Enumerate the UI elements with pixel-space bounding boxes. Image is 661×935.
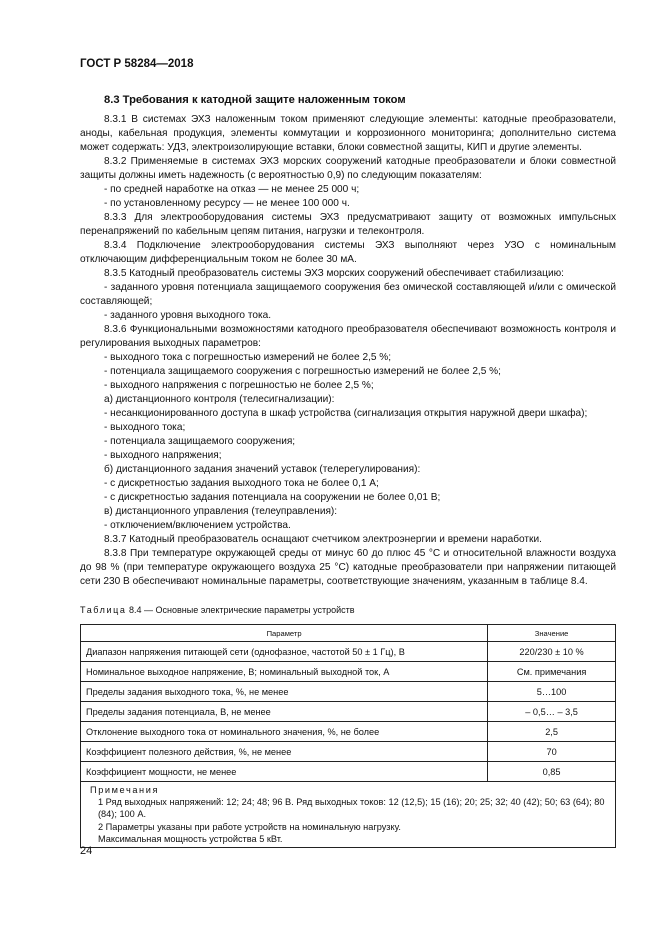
- paragraph: - по средней наработке на отказ — не менее 25 000 ч;: [104, 184, 360, 195]
- paragraph: - выходного тока;: [104, 422, 186, 433]
- paragraph: - с дискретностью задания потенциала на сооружении не более 0,01 В;: [104, 492, 441, 503]
- value-cell: 5…100: [488, 682, 616, 702]
- paragraph: - потенциала защищаемого сооружения;: [104, 436, 296, 447]
- document-header: ГОСТ Р 58284—2018: [80, 58, 194, 70]
- paragraph: - выходного напряжения с погрешностью не более 2,5 %;: [104, 380, 374, 391]
- value-cell: См. примечания: [488, 662, 616, 682]
- paragraph: - с дискретностью задания выходного тока не более 0,1 А;: [104, 478, 379, 489]
- table-notes: [81, 782, 616, 848]
- value-cell: 2,5: [488, 722, 616, 742]
- paragraph: 8.3.2 Применяемые в системах ЭХЗ морских сооружений катодные преобразователи и блоки совместной защиты должны иметь надежность (с вероятностью 0,9) по следующим показателям:: [80, 156, 616, 181]
- notes-heading: Примечания: [90, 785, 160, 795]
- paragraph: - по установленному ресурсу — не менее 100 000 ч.: [104, 198, 350, 209]
- table-caption-text: 8.4 — Основные электрические параметры устройств: [126, 605, 355, 615]
- paragraph: 8.3.3 Для электрооборудования системы ЭХЗ предусматривают защиту от возможных импульсных перенапряжений по кабельным цепям питания, нагрузки и телеконтроля.: [80, 212, 616, 237]
- paragraph: 8.3.6 Функциональными возможностями катодного преобразователя обеспечивают возможность контроля и регулирования выходных параметров:: [80, 324, 616, 349]
- table-row: [81, 702, 616, 722]
- value-cell: 70: [488, 742, 616, 762]
- paragraph: 8.3.4 Подключение электрооборудования системы ЭХЗ выполняют через УЗО с номинальным отключающим дифференциальным током не более 30 мА.: [80, 240, 616, 265]
- paragraph: - несанкционированного доступа в шкаф устройства (сигнализация открытия наружной двери шкафа);: [104, 408, 588, 419]
- parameter-cell: Отклонение выходного тока от номинального значения, %, не более: [81, 722, 488, 742]
- value-cell: 220/230 ± 10 %: [488, 642, 616, 662]
- note-item: Максимальная мощность устройства 5 кВт.: [98, 833, 283, 844]
- parameter-cell: Коэффициент полезного действия, %, не менее: [81, 742, 488, 762]
- parameter-cell: Пределы задания выходного тока, %, не менее: [81, 682, 488, 702]
- paragraph: - выходного тока с погрешностью измерений не более 2,5 %;: [104, 352, 392, 363]
- table-caption: [80, 605, 355, 615]
- section-title: 8.3 Требования к катодной защите наложенным током: [104, 94, 406, 106]
- note-item: 1 Ряд выходных напряжений: 12; 24; 48; 96 В. Ряд выходных токов: 12 (12,5); 15 (16); 20; 25; 32; 40 (42); 50; 63 (64); 80 (84); 100 А.: [98, 797, 605, 820]
- table-row: [81, 762, 616, 782]
- header-value: Значение: [488, 625, 616, 642]
- paragraph: - потенциала защищаемого сооружения с погрешностью измерений не более 2,5 %;: [104, 366, 501, 377]
- paragraph: б) дистанционного задания значений уставок (телерегулирования):: [104, 464, 421, 475]
- body-text: [80, 113, 616, 589]
- paragraph: 8.3.1 В системах ЭХЗ наложенным током применяют следующие элементы: катодные преобразователи, аноды, кабельная продукция, элементы коммутации и коррозионного мониторинга; дополнительно система может содержать: УДЗ, электроизолирующие вставки, блоки совместной защиты, КИП и другие элементы.: [80, 114, 616, 153]
- paragraph: - заданного уровня выходного тока.: [104, 310, 271, 321]
- paragraph: а) дистанционного контроля (телесигнализации):: [104, 394, 335, 405]
- paragraph: 8.3.5 Катодный преобразователь системы ЭХЗ морских сооружений обеспечивает стабилизацию:: [104, 268, 564, 279]
- parameter-cell: Номинальное выходное напряжение, В; номинальный выходной ток, А: [81, 662, 488, 682]
- note-item: 2 Параметры указаны при работе устройств на номинальную нагрузку.: [98, 821, 401, 832]
- parameter-cell: Пределы задания потенциала, В, не менее: [81, 702, 488, 722]
- notes-row: [81, 782, 616, 848]
- paragraph: - заданного уровня потенциала защищаемого сооружения без омической составляющей и/или с омической составляющей;: [80, 282, 616, 307]
- paragraph: - выходного напряжения;: [104, 450, 222, 461]
- table-row: [81, 722, 616, 742]
- page-number: 24: [80, 845, 93, 857]
- paragraph: 8.3.7 Катодный преобразователь оснащают счетчиком электроэнергии и времени наработки.: [104, 534, 542, 545]
- value-cell: – 0,5… – 3,5: [488, 702, 616, 722]
- header-parameter: Параметр: [81, 625, 488, 642]
- table-row: [81, 642, 616, 662]
- table-header-row: [81, 625, 616, 642]
- value-cell: 0,85: [488, 762, 616, 782]
- paragraph: 8.3.8 При температуре окружающей среды от минус 60 до плюс 45 °С и относительной влажности воздуха до 98 % (при температуре окружающего воздуха 25 °С) катодные преобразователи при напряжении питающей сети 230 В обеспечивают номинальные параметры, соответствующие значениям, указанным в таблице 8.4.: [80, 548, 616, 587]
- parameter-cell: Коэффициент мощности, не менее: [81, 762, 488, 782]
- paragraph: в) дистанционного управления (телеуправления):: [104, 506, 338, 517]
- parameter-cell: Диапазон напряжения питающей сети (однофазное, частотой 50 ± 1 Гц), В: [81, 642, 488, 662]
- table-caption-prefix: Таблица: [80, 605, 127, 615]
- table-row: [81, 742, 616, 762]
- table-row: [81, 682, 616, 702]
- table-row: [81, 662, 616, 682]
- paragraph: - отключением/включением устройства.: [104, 520, 291, 531]
- parameters-table: [80, 624, 616, 848]
